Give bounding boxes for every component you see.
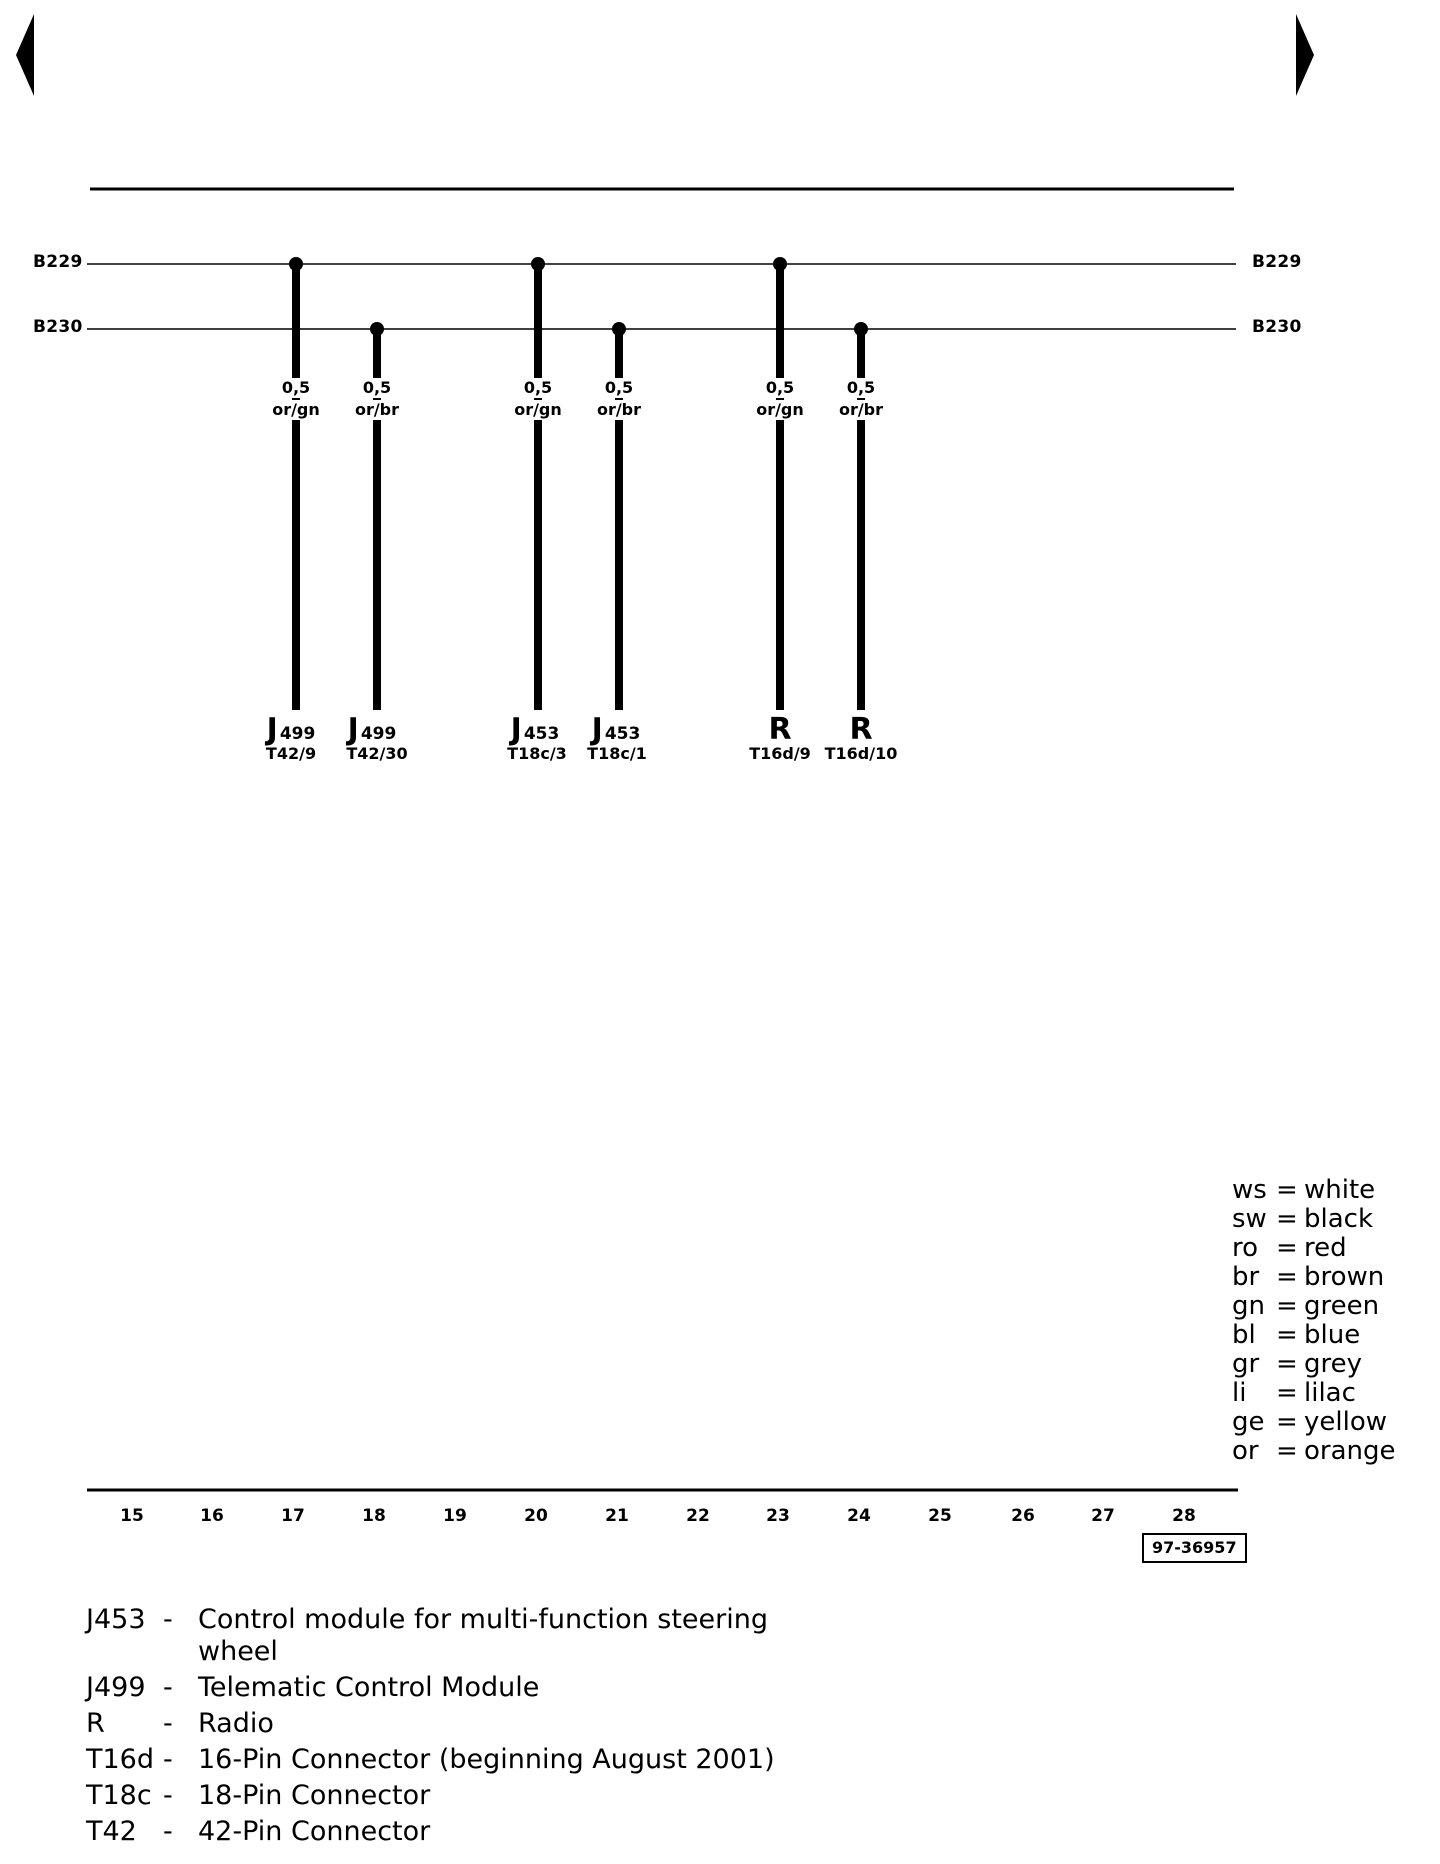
- wire-3[interactable]: [531, 257, 545, 710]
- wire-4-color: or/br: [579, 400, 659, 420]
- reference-number-box: 97-36957: [1142, 1533, 1247, 1563]
- legend-row-br: br = brown: [1232, 1262, 1385, 1292]
- wire-1-size: 0,5: [256, 378, 336, 398]
- legend-row-gr: gr = grey: [1232, 1349, 1363, 1379]
- junction-dot: [289, 257, 303, 271]
- pin-t42-30: T42/30: [346, 744, 408, 763]
- component-j499-a[interactable]: J 499: [266, 712, 316, 747]
- wire-6-color: or/br: [821, 400, 901, 420]
- bus-label-b229-left: B229: [33, 252, 83, 272]
- junction-dot: [612, 322, 626, 336]
- grid-number-18: 18: [362, 1506, 386, 1526]
- grid-number-25: 25: [928, 1506, 952, 1526]
- wire-5-color: or/gn: [740, 400, 820, 420]
- wire-2-size: 0,5: [337, 378, 417, 398]
- wire-1-color: or/gn: [256, 400, 336, 420]
- wire-3-size: 0,5: [498, 378, 578, 398]
- pin-t16d-10: T16d/10: [824, 744, 898, 763]
- legend-row-ws: ws = white: [1232, 1175, 1376, 1205]
- grid-number-23: 23: [766, 1506, 790, 1526]
- legend-row-ro: ro = red: [1232, 1233, 1347, 1263]
- wire-1[interactable]: [289, 257, 303, 710]
- junction-dot: [370, 322, 384, 336]
- color-legend: [1232, 1176, 1396, 1466]
- wire-5-size: 0,5: [740, 378, 820, 398]
- pin-t18c-3: T18c/3: [507, 744, 567, 763]
- legend-row-sw: sw = black: [1232, 1204, 1374, 1234]
- component-key: [86, 1604, 798, 1848]
- grid-number-24: 24: [847, 1506, 871, 1526]
- wire-3-color: or/gn: [498, 400, 578, 420]
- pin-t18c-1: T18c/1: [587, 744, 647, 763]
- grid-number-26: 26: [1011, 1506, 1035, 1526]
- grid-number-16: 16: [200, 1506, 224, 1526]
- key-row-j453: J453 - Control module for multi-function steering wheel: [86, 1604, 769, 1667]
- junction-dot: [854, 322, 868, 336]
- legend-row-li: li = lilac: [1232, 1378, 1356, 1408]
- key-row-t42: T42 - 42-Pin Connector: [86, 1816, 431, 1847]
- legend-row-or: or = orange: [1232, 1436, 1396, 1466]
- component-radio-a[interactable]: R: [768, 712, 792, 747]
- grid-number-17: 17: [281, 1506, 305, 1526]
- key-row-r: R - Radio: [86, 1708, 274, 1739]
- component-radio-b[interactable]: R: [849, 712, 873, 747]
- bus-label-b230-left: B230: [33, 317, 83, 337]
- grid-number-19: 19: [443, 1506, 467, 1526]
- key-row-t16d: T16d - 16-Pin Connector (beginning August 2001): [86, 1744, 775, 1775]
- junction-dot: [773, 257, 787, 271]
- junction-dot: [531, 257, 545, 271]
- wire-6-size: 0,5: [821, 378, 901, 398]
- component-j499-b[interactable]: J 499: [347, 712, 397, 747]
- legend-row-bl: bl = blue: [1232, 1320, 1361, 1350]
- grid-number-21: 21: [605, 1506, 629, 1526]
- legend-row-gn: gn = green: [1232, 1291, 1380, 1321]
- key-row-j499: J499 - Telematic Control Module: [86, 1672, 540, 1703]
- legend-row-ge: ge = yellow: [1232, 1407, 1388, 1437]
- key-row-t18c: T18c - 18-Pin Connector: [86, 1780, 431, 1811]
- grid-number-22: 22: [686, 1506, 710, 1526]
- wire-5[interactable]: [773, 257, 787, 710]
- pin-t42-9: T42/9: [265, 744, 317, 763]
- wire-4-size: 0,5: [579, 378, 659, 398]
- wire-2-color: or/br: [337, 400, 417, 420]
- grid-number-20: 20: [524, 1506, 548, 1526]
- component-j453-b[interactable]: J 453: [591, 712, 641, 747]
- pin-t16d-9: T16d/9: [749, 744, 811, 763]
- grid-number-27: 27: [1091, 1506, 1115, 1526]
- grid-number-28: 28: [1172, 1506, 1196, 1526]
- component-j453-a[interactable]: J 453: [510, 712, 560, 747]
- bus-label-b230-right: B230: [1252, 317, 1302, 337]
- bus-label-b229-right: B229: [1252, 252, 1302, 272]
- grid-number-15: 15: [120, 1506, 144, 1526]
